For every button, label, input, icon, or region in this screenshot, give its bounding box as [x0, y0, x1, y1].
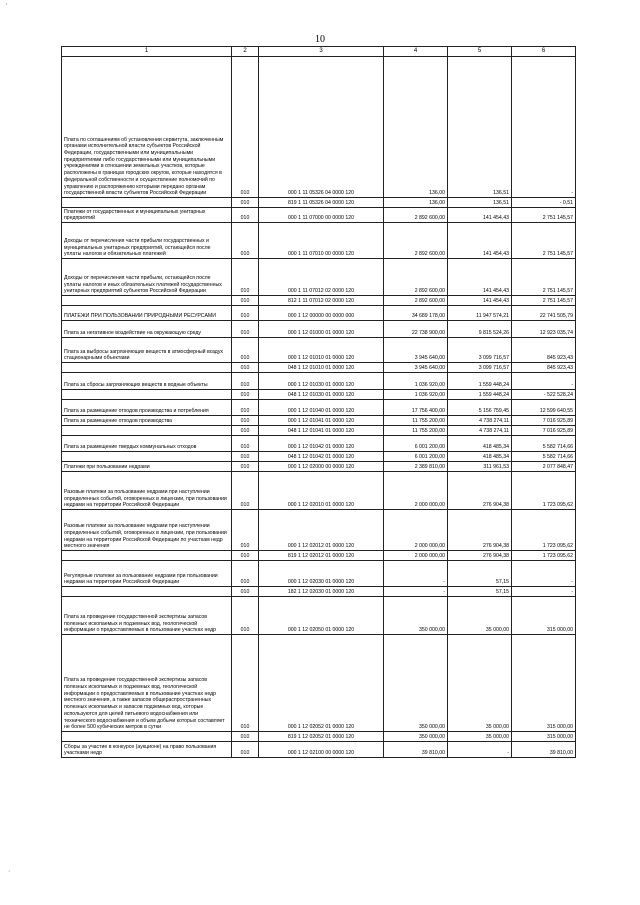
- row-budget-code: 000 1 11 07000 00 0000 120: [259, 208, 384, 223]
- table-body: [62, 57, 576, 758]
- row-line-code: 010: [232, 390, 259, 400]
- table-row: [62, 400, 576, 416]
- row-budget-code: 182 1 12 02030 01 0000 120: [259, 587, 384, 597]
- row-approved-value: 2 000 000,00: [384, 472, 448, 510]
- row-unexecuted-value: 2 077 848,47: [512, 462, 576, 472]
- row-approved-value: 17 756 400,00: [384, 400, 448, 416]
- row-name: Плата за проведение государственной экспертизы запасов полезных ископаемых и подземных вод, геологической информации о предоставляемых в пользование участках недр местного значения, а также запасов общераспространенных полезных ископаемых и запасов подземных вод, которые используются для целей питьевого водоснабжения или технического водоснабжения и объем добычи которых составляет не более 500 кубических метров в сутки: [62, 635, 232, 732]
- row-line-code: 010: [232, 198, 259, 208]
- row-executed-value: 35 000,00: [448, 635, 512, 732]
- row-approved-value: 2 389 810,00: [384, 462, 448, 472]
- row-approved-value: 3 945 640,00: [384, 338, 448, 363]
- row-budget-code: 000 1 12 00000 00 0000 000: [259, 306, 384, 321]
- row-budget-code: 000 1 12 02010 01 0000 120: [259, 472, 384, 510]
- row-executed-value: 276 904,38: [448, 472, 512, 510]
- table-row: [62, 472, 576, 510]
- row-budget-code: 048 1 12 01042 01 0000 120: [259, 452, 384, 462]
- row-approved-value: 350 000,00: [384, 635, 448, 732]
- row-approved-value: 2 000 000,00: [384, 551, 448, 561]
- row-unexecuted-value: 5 582 714,66: [512, 436, 576, 452]
- row-budget-code: 000 1 12 01030 01 0000 120: [259, 373, 384, 390]
- table-row: [62, 436, 576, 452]
- row-approved-value: 39 810,00: [384, 742, 448, 758]
- row-budget-code: 000 1 12 02052 01 0000 120: [259, 635, 384, 732]
- row-unexecuted-value: 315 000,00: [512, 635, 576, 732]
- row-approved-value: 136,00: [384, 198, 448, 208]
- row-budget-code: 819 1 11 05326 04 0000 120: [259, 198, 384, 208]
- row-unexecuted-value: -: [512, 561, 576, 587]
- column-header: 4: [384, 47, 448, 57]
- row-approved-value: 22 738 900,00: [384, 321, 448, 338]
- row-name: [62, 426, 232, 436]
- row-approved-value: 11 755 200,00: [384, 416, 448, 426]
- row-name: Доходы от перечисления части прибыли государственных и муниципальных унитарных предприятий, остающейся после уплаты налогов и обязательных платежей: [62, 223, 232, 259]
- row-line-code: 010: [232, 551, 259, 561]
- row-unexecuted-value: 2 751 145,57: [512, 296, 576, 306]
- row-line-code: 010: [232, 597, 259, 635]
- row-executed-value: 3 099 716,57: [448, 338, 512, 363]
- row-unexecuted-value: 5 582 714,66: [512, 452, 576, 462]
- row-approved-value: 2 892 600,00: [384, 208, 448, 223]
- row-line-code: 010: [232, 452, 259, 462]
- table-row: [62, 452, 576, 462]
- row-executed-value: 141 454,43: [448, 296, 512, 306]
- row-approved-value: 6 001 200,00: [384, 452, 448, 462]
- row-approved-value: 136,00: [384, 57, 448, 198]
- row-approved-value: 350 000,00: [384, 597, 448, 635]
- row-name: [62, 296, 232, 306]
- row-approved-value: 1 036 920,00: [384, 390, 448, 400]
- row-budget-code: 000 1 11 05326 04 0000 120: [259, 57, 384, 198]
- row-line-code: 010: [232, 259, 259, 296]
- row-approved-value: 2 892 600,00: [384, 223, 448, 259]
- row-line-code: 010: [232, 306, 259, 321]
- row-line-code: 010: [232, 338, 259, 363]
- row-name: Плата за негативное воздействие на окружающую среду: [62, 321, 232, 338]
- row-name: Сборы за участие в конкурсе (аукционе) на право пользования участками недр: [62, 742, 232, 758]
- row-line-code: 010: [232, 635, 259, 732]
- row-budget-code: 048 1 12 01041 01 0000 120: [259, 426, 384, 436]
- row-line-code: 010: [232, 587, 259, 597]
- row-approved-value: 2 000 000,00: [384, 510, 448, 551]
- row-executed-value: 276 904,38: [448, 551, 512, 561]
- row-name: Плата за размещение отходов производства: [62, 416, 232, 426]
- row-budget-code: 000 1 12 02100 00 0000 120: [259, 742, 384, 758]
- column-header: 6: [512, 47, 576, 57]
- report-table: [61, 46, 576, 758]
- row-line-code: 010: [232, 732, 259, 742]
- row-name: Разовые платежи за пользование недрами при наступлении определенных событий, оговоренных в лицензии, при пользовании недрами на территории Российской Федерации по участкам недр местного значения: [62, 510, 232, 551]
- row-executed-value: 141 454,43: [448, 259, 512, 296]
- side-mark: ·: [8, 868, 11, 875]
- row-budget-code: 000 1 12 02030 01 0000 120: [259, 561, 384, 587]
- column-header: 5: [448, 47, 512, 57]
- table-row: [62, 426, 576, 436]
- corner-mark: ': [6, 4, 8, 10]
- row-line-code: 010: [232, 436, 259, 452]
- row-unexecuted-value: 12 923 035,74: [512, 321, 576, 338]
- row-unexecuted-value: - 0,51: [512, 198, 576, 208]
- row-line-code: 010: [232, 416, 259, 426]
- row-unexecuted-value: 2 751 145,57: [512, 208, 576, 223]
- row-budget-code: 000 1 12 01041 01 0000 120: [259, 416, 384, 426]
- row-name: [62, 198, 232, 208]
- row-executed-value: 57,15: [448, 561, 512, 587]
- table-row: [62, 561, 576, 587]
- row-approved-value: -: [384, 561, 448, 587]
- row-budget-code: 819 1 12 02012 01 0000 120: [259, 551, 384, 561]
- table-row: [62, 363, 576, 373]
- row-executed-value: 141 454,43: [448, 223, 512, 259]
- row-line-code: 010: [232, 462, 259, 472]
- row-executed-value: 136,51: [448, 57, 512, 198]
- row-budget-code: 000 1 11 07012 02 0000 120: [259, 259, 384, 296]
- row-unexecuted-value: -: [512, 587, 576, 597]
- table-row: [62, 510, 576, 551]
- row-line-code: 010: [232, 208, 259, 223]
- column-header-row: [62, 47, 576, 57]
- table-row: [62, 259, 576, 296]
- row-unexecuted-value: 1 723 095,62: [512, 472, 576, 510]
- row-unexecuted-value: 2 751 145,57: [512, 259, 576, 296]
- row-executed-value: 9 815 524,26: [448, 321, 512, 338]
- table-row: [62, 198, 576, 208]
- row-executed-value: 1 559 448,24: [448, 373, 512, 390]
- row-name: Плата по соглашениям об установлении сервитута, заключенным органами исполнительной власти субъектов Российской Федерации, государственными или муниципальными предприятиями либо государственными или муниципальными учреждениями в отношении земельных участков, которые расположены в границах городских округов, которые находятся в федеральной собственности и осуществление полномочий по управлению и распоряжению которыми передано органам государственной власти субъектов Российской Федерации: [62, 57, 232, 198]
- table-row: [62, 321, 576, 338]
- row-name: [62, 551, 232, 561]
- row-executed-value: 141 454,43: [448, 208, 512, 223]
- table-row: [62, 732, 576, 742]
- row-line-code: 010: [232, 296, 259, 306]
- row-name: [62, 390, 232, 400]
- row-unexecuted-value: - 522 528,24: [512, 390, 576, 400]
- row-budget-code: 812 1 11 07012 02 0000 120: [259, 296, 384, 306]
- row-unexecuted-value: 845 923,43: [512, 338, 576, 363]
- row-approved-value: 350 000,00: [384, 732, 448, 742]
- row-name: Плата за проведение государственной экспертизы запасов полезных ископаемых и подземных вод, геологической информации о предоставляемых в пользование участках недр: [62, 597, 232, 635]
- row-name: Платежи от государственных и муниципальных унитарных предприятий: [62, 208, 232, 223]
- row-unexecuted-value: 1 723 095,62: [512, 510, 576, 551]
- row-name: [62, 452, 232, 462]
- column-header: 3: [259, 47, 384, 57]
- row-unexecuted-value: -: [512, 57, 576, 198]
- row-unexecuted-value: 845 923,43: [512, 363, 576, 373]
- row-approved-value: 2 892 600,00: [384, 259, 448, 296]
- row-budget-code: 000 1 12 02050 01 0000 120: [259, 597, 384, 635]
- row-executed-value: 5 156 759,45: [448, 400, 512, 416]
- row-unexecuted-value: 315 000,00: [512, 732, 576, 742]
- row-approved-value: 2 892 600,00: [384, 296, 448, 306]
- row-executed-value: 3 099 716,57: [448, 363, 512, 373]
- table-row: [62, 208, 576, 223]
- row-budget-code: 048 1 12 01030 01 0000 120: [259, 390, 384, 400]
- row-line-code: 010: [232, 426, 259, 436]
- row-name: [62, 587, 232, 597]
- row-approved-value: -: [384, 587, 448, 597]
- row-unexecuted-value: 12 599 640,55: [512, 400, 576, 416]
- row-executed-value: 35 000,00: [448, 732, 512, 742]
- row-budget-code: 048 1 12 01010 01 0000 120: [259, 363, 384, 373]
- row-approved-value: 11 755 200,00: [384, 426, 448, 436]
- row-executed-value: 4 738 274,11: [448, 426, 512, 436]
- row-line-code: 010: [232, 472, 259, 510]
- row-name: ПЛАТЕЖИ ПРИ ПОЛЬЗОВАНИИ ПРИРОДНЫМИ РЕСУРСАМИ: [62, 306, 232, 321]
- row-approved-value: 3 945 640,00: [384, 363, 448, 373]
- row-line-code: 010: [232, 223, 259, 259]
- row-line-code: 010: [232, 373, 259, 390]
- table-row: [62, 635, 576, 732]
- table-row: [62, 462, 576, 472]
- row-executed-value: 35 000,00: [448, 597, 512, 635]
- row-line-code: 010: [232, 57, 259, 198]
- row-executed-value: 4 738 274,11: [448, 416, 512, 426]
- row-budget-code: 000 1 12 01040 01 0000 120: [259, 400, 384, 416]
- row-name: Разовые платежи за пользование недрами при наступлении определенных событий, оговоренных в лицензии, при пользовании недрами на территории Российской Федерации: [62, 472, 232, 510]
- row-executed-value: -: [448, 742, 512, 758]
- row-line-code: 010: [232, 400, 259, 416]
- table-row: [62, 390, 576, 400]
- table-row: [62, 338, 576, 363]
- row-unexecuted-value: 315 000,00: [512, 597, 576, 635]
- row-name: Плата за выбросы загрязняющих веществ в атмосферный воздух стационарными объектами: [62, 338, 232, 363]
- row-line-code: 010: [232, 510, 259, 551]
- column-header: 1: [62, 47, 232, 57]
- row-executed-value: 418 485,34: [448, 436, 512, 452]
- row-line-code: 010: [232, 742, 259, 758]
- row-approved-value: 1 036 920,00: [384, 373, 448, 390]
- row-name: Доходы от перечисления части прибыли, остающейся после уплаты налогов и иных обязательных платежей государственных унитарных предприятий субъектов Российской Федерации: [62, 259, 232, 296]
- row-executed-value: 276 904,38: [448, 510, 512, 551]
- row-name: Платежи при пользовании недрами: [62, 462, 232, 472]
- row-unexecuted-value: 1 723 095,62: [512, 551, 576, 561]
- row-unexecuted-value: 22 741 505,79: [512, 306, 576, 321]
- row-budget-code: 000 1 12 02000 00 0000 120: [259, 462, 384, 472]
- page-number: 10: [315, 34, 325, 45]
- row-budget-code: 000 1 11 07010 00 0000 120: [259, 223, 384, 259]
- row-unexecuted-value: -: [512, 373, 576, 390]
- row-budget-code: 000 1 12 01010 01 0000 120: [259, 338, 384, 363]
- row-name: [62, 732, 232, 742]
- row-line-code: 010: [232, 363, 259, 373]
- row-line-code: 010: [232, 561, 259, 587]
- row-executed-value: 1 559 448,24: [448, 390, 512, 400]
- row-unexecuted-value: 7 016 925,89: [512, 426, 576, 436]
- row-executed-value: 11 947 574,21: [448, 306, 512, 321]
- row-line-code: 010: [232, 321, 259, 338]
- table-row: [62, 597, 576, 635]
- row-name: Плата за размещение твердых коммунальных отходов: [62, 436, 232, 452]
- row-budget-code: 819 1 12 02052 01 0000 120: [259, 732, 384, 742]
- row-budget-code: 000 1 12 02012 01 0000 120: [259, 510, 384, 551]
- row-name: Плата за сбросы загрязняющих веществ в водные объекты: [62, 373, 232, 390]
- row-executed-value: 418 485,34: [448, 452, 512, 462]
- row-unexecuted-value: 2 751 145,57: [512, 223, 576, 259]
- row-unexecuted-value: 39 810,00: [512, 742, 576, 758]
- table-row: [62, 296, 576, 306]
- row-executed-value: 57,15: [448, 587, 512, 597]
- table-row: [62, 587, 576, 597]
- row-unexecuted-value: 7 016 925,89: [512, 416, 576, 426]
- column-header: 2: [232, 47, 259, 57]
- row-executed-value: 311 961,53: [448, 462, 512, 472]
- row-executed-value: 136,51: [448, 198, 512, 208]
- row-name: [62, 363, 232, 373]
- table-row: [62, 551, 576, 561]
- row-budget-code: 000 1 12 01000 01 0000 120: [259, 321, 384, 338]
- row-approved-value: 34 689 178,00: [384, 306, 448, 321]
- row-name: Регулярные платежи за пользование недрами при пользовании недрами на территории Российской Федерации: [62, 561, 232, 587]
- table-row: [62, 223, 576, 259]
- table-row: [62, 57, 576, 198]
- table-row: [62, 306, 576, 321]
- table-row: [62, 416, 576, 426]
- row-budget-code: 000 1 12 01042 01 0000 120: [259, 436, 384, 452]
- row-name: Плата за размещение отходов производства и потребления: [62, 400, 232, 416]
- row-approved-value: 6 001 200,00: [384, 436, 448, 452]
- table-row: [62, 742, 576, 758]
- table-row: [62, 373, 576, 390]
